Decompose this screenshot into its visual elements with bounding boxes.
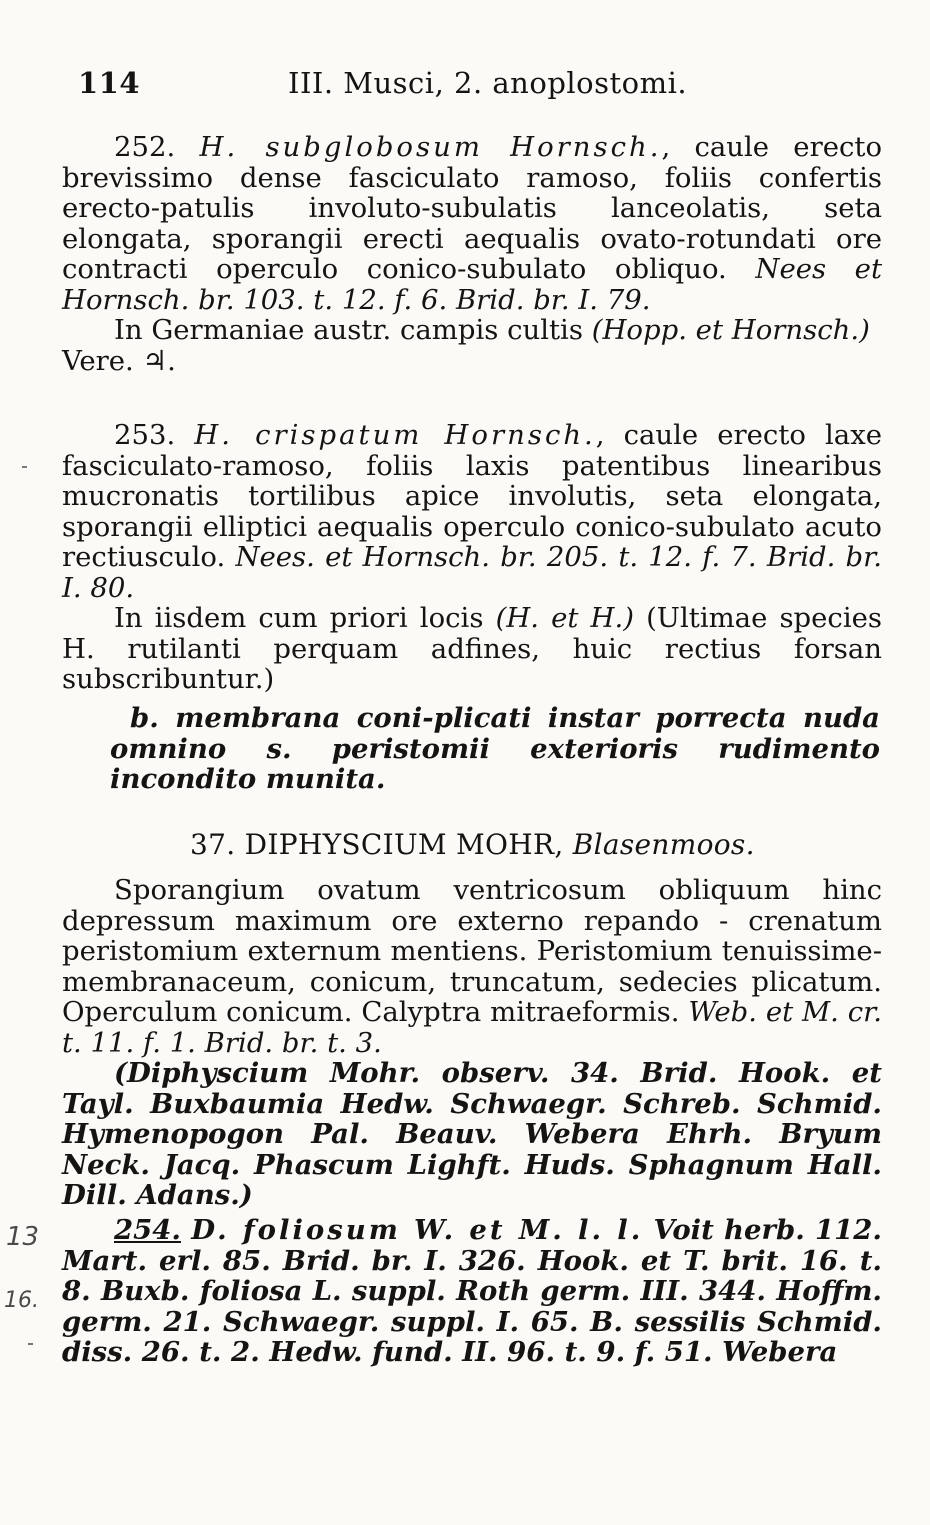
- entry-253-name: H. crispatum Hornsch.: [194, 419, 596, 451]
- genus-description: [62, 875, 882, 1211]
- entry-253-note: (Ultimae species H. rutilanti perquam adfines, huic rectius forsan subscribuntur.): [62, 602, 883, 695]
- entry-253-description: , caule erecto laxe fasciculato-ramoso, foliis laxis patentibus linearibus mucronatis tortilibus apice involutis, seta elongata, sporangii elliptici aequalis operculo conico-subulato acuto rectiusculo.: [62, 419, 882, 573]
- entry-254-name: D. foliosum W. et M. l. l.: [191, 1214, 644, 1246]
- section-b-label: b.: [130, 702, 159, 734]
- entry-252-name: H. subglobosum Hornsch.: [199, 131, 662, 163]
- genus-description-refs: Web. et M. cr. t. 11. f. 1. Brid. br. t. 3.: [62, 996, 882, 1059]
- page-number: 114: [78, 66, 141, 100]
- margin-note-2: 16.: [4, 1288, 39, 1313]
- synonyms-text: (Diphyscium Mohr. observ. 34. Brid. Hook. et Tayl. Buxbaumia Hedw. Schwaegr. Schreb. Schmid. Hymenopogon Pal. Beauv. Webera Ehrh. Bryum Neck. Jacq. Phascum Lighft. Huds. Sphagnum Hall. Dill. Adans.): [62, 1057, 882, 1211]
- genus-common-name: Blasenmoos.: [572, 828, 755, 861]
- entry-252-description: , caule erecto brevissimo dense fasciculato ramoso, foliis confertis erecto-patulis involuto-subulatis lanceolatis, seta elongata, sporangii erecti aequalis ovato-rotundati ore contracti operculo conico-subulato obliquo.: [62, 131, 882, 285]
- section-b: [110, 703, 880, 795]
- entry-252-season: Vere. ♃.: [62, 344, 176, 377]
- entry-252-refs: Nees et Hornsch. br. 103. t. 12. f. 6. Brid. br. I. 79.: [62, 253, 882, 316]
- genus-number: 37.: [190, 828, 236, 861]
- entry-253-habitat: In iisdem cum priori locis: [114, 602, 484, 634]
- genus-heading: [190, 828, 890, 861]
- entry-252-habitat: In Germaniae austr. campis cultis: [114, 314, 583, 346]
- entry-254-text: Voit herb. 112. Mart. erl. 85. Brid. br. I. 326. Hook. et T. brit. 16. t. 8. Buxb. foliosa L. suppl. Roth germ. III. 344. Hoffm. germ. 21. Schwaegr. suppl. I. 65. B. sessilis Schmid. diss. 26. t. 2. Hedw. fund. II. 96. t. 9. f. 51. Webera: [62, 1214, 883, 1368]
- margin-note-1: 13: [6, 1222, 40, 1252]
- entry-252: [62, 132, 882, 376]
- running-title: III. Musci, 2. anoplostomi.: [288, 66, 688, 100]
- entry-253: [62, 420, 882, 695]
- genus-name: DIPHYSCIUM MOHR,: [244, 828, 564, 861]
- entry-252-habitat-ref: (Hopp. et Hornsch.): [591, 314, 870, 346]
- entry-253-habitat-ref: (H. et H.): [495, 602, 634, 634]
- genus-description-text: Sporangium ovatum ventricosum obliquum hinc depressum maximum ore externo repando - crenatum peristomium externum mentiens. Peristomium tenuissime-membranaceum, conicum, truncatum, sedecies plicatum. Operculum conicum. Calyptra mitraeformis.: [62, 874, 882, 1028]
- section-b-text: membrana coni-plicati instar porrecta nuda omnino s. peristomii exterioris rudimento incondito munita.: [110, 702, 880, 795]
- entry-254-number: 254.: [114, 1214, 181, 1246]
- entry-254: [62, 1215, 882, 1368]
- margin-speck: [22, 466, 27, 468]
- page-header: [78, 60, 858, 110]
- entry-253-refs: Nees. et Hornsch. br. 205. t. 12. f. 7. Brid. br. I. 80.: [62, 541, 883, 604]
- margin-speck: [28, 1343, 33, 1345]
- entry-253-number: 253.: [114, 419, 176, 451]
- entry-252-number: 252.: [114, 131, 176, 163]
